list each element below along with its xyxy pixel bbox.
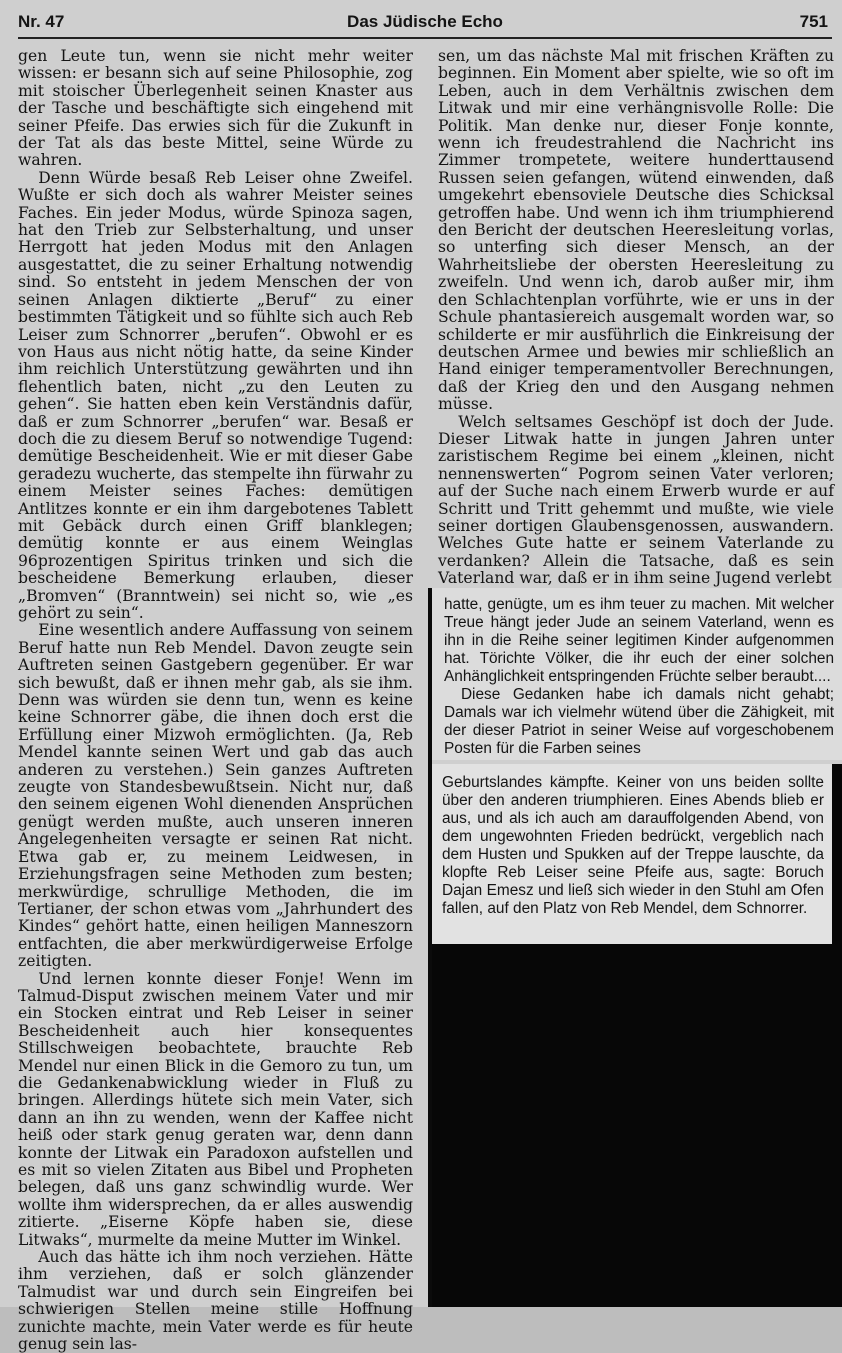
scan-background [432,944,842,1307]
pasted-clipping-one [432,588,842,760]
right-column [438,47,834,588]
paragraph: Und lernen konnte dieser Fonje! Wenn im Talmud-Disput zwischen meinem Vater und mir ein Stocken eintrat und Reb Leiser in seiner Bescheidenheit auch hier konsequentes Stillschweigen beobachtete, brauchte Reb Mendel nur einen Blick in die Gemoro zu tun, um die Gedankenabwicklung wieder in Fluß zu bringen. Allerdings hütete sich mein Vater, sich dann an ihn zu wenden, wenn der Kaffee nicht heiß oder stark genug geraten war, denn dann konnte der Litwak ein Paradoxon aufstellen und es mit so vielen Zitaten aus Bibel und Propheten belegen, daß uns ganz schwindlig wurde. Wer wollte ihm widersprechen, da er alles auswendig zitierte. „Eiserne Köpfe haben sie, diese Litwaks“, murmelte da meine Mutter im Winkel. [18,969,413,1249]
scan-edge-shadow [832,764,842,944]
left-column [18,47,413,1353]
paragraph: Denn Würde besaß Reb Leiser ohne Zweifel. Wußte er sich doch als wahrer Meister seines Faches. Ein jeder Modus, würde Spinoza sagen, hat den Trieb zur Selbsterhaltung, und unser Herrgott hat jeden Modus mit den Anlagen ausgestattet, die zu seiner Erhaltung notwendig sind. So entsteht in jedem Menschen der von seinen Anlagen diktierte „Beruf“ zu einer bestimmten Tätigkeit und so fühlte sich auch Reb Leiser zum Schnorrer „berufen“. Obwohl er es von Haus aus nicht nötig hatte, da seine Kinder ihm reichlich Unterstützung gewährten und ihn flehentlich baten, nicht „zu den Leuten zu gehen“. Sie hatten eben kein Verständnis dafür, daß er zum Schnorrer „berufen“ war. Besaß er doch die zu diesem Beruf so notwendige Tugend: demütige Bescheidenheit. Wie er mit dieser Gabe geradezu wucherte, das stempelte ihn fürwahr zu einem Meister seines Faches: demütigen Antlitzes konnte er ein ihm dargebotenes Tablett mit Gebäck durch einen Griff blanklegen; demütig konnte er aus einem Weinglas 96prozentigen Spiritus trinken und sich die bescheidene Bemerkung erlauben, dieser „Bromven“ (Branntwein) sei nicht so, wie „es gehört zu sein“. [18,168,413,622]
paragraph: sen, um das nächste Mal mit frischen Kräften zu beginnen. Ein Moment aber spielte, wie so oft im Leben, auch in dem Verhältnis zwischen dem Litwak und mir eine verhängnisvolle Rolle: Die Politik. Man denke nur, dieser Fonje konnte, wenn ich freudestrahlend die Nachricht ins Zimmer trompetete, weitere hunderttausend Russen seien gefangen, wütend einwenden, daß umgekehrt ebensoviele Deutsche dies Schicksal getroffen habe. Und wenn ich ihm triumphierend den Bericht der deutschen Heeresleitung vorlas, so unterfing sich dieser Mensch, an der Wahrheitsliebe der obersten Heeresleitung zu zweifeln. Und wenn ich, darob außer mir, ihm den Schlachtenplan vorführte, wie er uns in der Schule phantasiereich ausgemalt worden war, so schilderte er mir ausführlich die Einkreisung der deutschen Armee und bewies mir schließlich an Hand einiger temperamentvoller Berechnungen, daß der Krieg den und den Ausgang nehmen müsse. [438,47,834,414]
pasted-clipping-two [432,764,832,944]
paragraph: Diese Gedanken habe ich damals nicht gehabt; Damals war ich vielmehr wütend über die Zähigkeit, mit der dieser Patriot in seiner Weise auf vorgeschobenem Posten für die Farben seines [444,686,834,757]
header-rule [18,37,832,39]
page-header [18,8,832,36]
paragraph: Auch das hätte ich ihm noch verziehen. Hätte ihm verziehen, daß er solch glänzender Talmudist war und durch sein Eingreifen bei schwierigen Stellen meine stille Hoffnung zunichte machte, mein Vater werde es für heute genug sein las- [18,1248,413,1353]
paragraph: Welch seltsames Geschöpf ist doch der Jude. Dieser Litwak hatte in jungen Jahren unter zaristischem Regime bei einem „kleinen, nicht nennenswerten“ Pogrom seinen Vater verloren; auf der Suche nach einem Erwerb wurde er auf Schritt und Tritt gehemmt und mußte, wie viele seiner dortigen Glaubensgenossen, auswandern. Welches Gute hatte er seinem Vaterlande zu verdanken? Allein die Tatsache, daß es sein Vaterland war, daß er in ihm seine Jugend verlebt [438,412,834,588]
paragraph: gen Leute tun, wenn sie nicht mehr weiter wissen: er besann sich auf seine Philosophie, zog mit stoischer Überlegenheit seinen Knaster aus der Tasche und beschäftigte sich eingehend mit seiner Pfeife. Das erwies sich für die Zukunft in der Tat als das beste Mittel, seine Würde zu wahren. [18,47,413,170]
publication-title: Das Jüdische Echo [347,12,503,31]
page-number: 751 [799,12,828,31]
issue-number: Nr. 47 [18,12,65,31]
paragraph: Geburtslandes kämpfte. Keiner von uns beiden sollte über den anderen triumphieren. Eines Abends blieb er aus, und als ich auch am darauffolgenden Abend, von dem ungewohnten Frieden bedrückt, vergeblich nach dem Husten und Spukken auf der Treppe lauschte, da klopfte Reb Leiser seine Pfeife aus, sagte: Boruch Dajan Emesz und ließ sich wieder in den Stuhl am Ofen fallen, auf den Platz von Reb Mendel, dem Schnorrer. [442,774,824,917]
paragraph: hatte, genügte, um es ihm teuer zu machen. Mit welcher Treue hängt jeder Jude an seinem Vaterland, wenn es ihn in die Reihe seiner legitimen Kinder aufgenommen hat. Törichte Völker, die ihr euch der einer solchen Anhänglichkeit entspringenden Früchte selber beraubt.... [444,596,834,685]
paragraph: Eine wesentlich andere Auffassung von seinem Beruf hatte nun Reb Mendel. Davon zeugte sein Auftreten seinen Gastgebern gegenüber. Er war sich bewußt, daß er ihnen mehr gab, als sie ihm. Denn was würden sie denn tun, wenn es keine keine Schnorrer gäbe, die ihnen doch erst die Erfüllung einer Mizwoh ermöglichten. (Ja, Reb Mendel kannte seinen Wert und gab das auch anderen zu verstehen.) Sein ganzes Auftreten zeugte von Standesbewußtsein. Nicht nur, daß den seinem eigenen Wohl dienenden Ansprüchen genügt werden mußte, auch unseren inneren Angelegenheiten versagte er seinen Rat nicht. Etwa gab er, zu meinem Leidwesen, in Erziehungsfragen seine Methoden zum besten; merkwürdige, schrullige Methoden, die im Tertianer, der schon etwas vom „Jahrhundert des Kindes“ gehört hatte, einen heiligen Manneszorn entfachten, die aber merkwürdigerweise Erfolge zeitigten. [18,621,413,971]
